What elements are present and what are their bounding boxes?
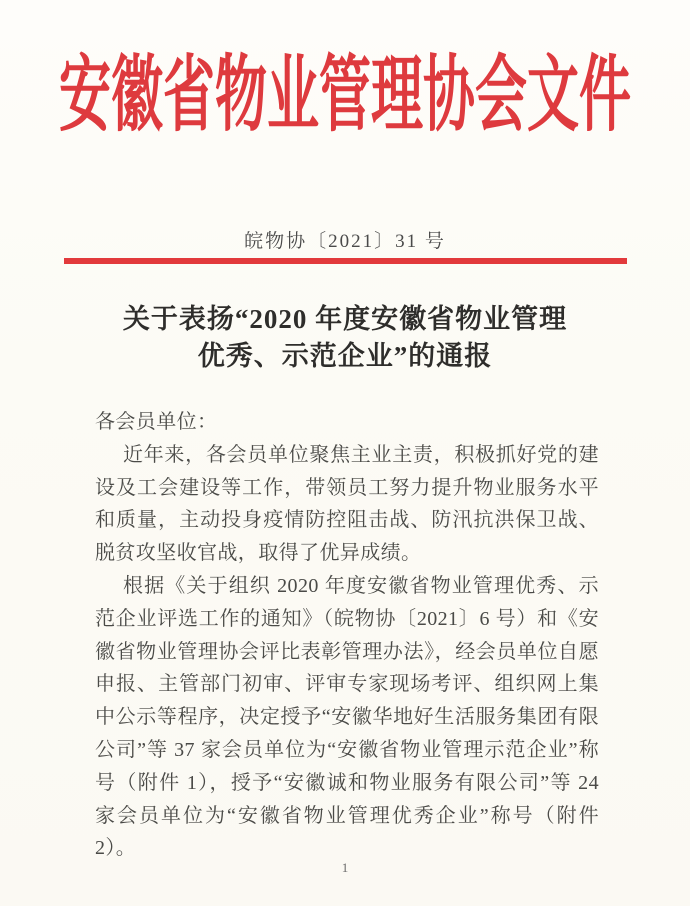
red-separator-rule [64, 258, 627, 264]
org-header-title: 安徽省物业管理协会文件 [58, 51, 631, 143]
body-paragraph-1: 近年来，各会员单位聚焦主业主责，积极抓好党的建设及工会建设等工作，带领员工努力提升物业服务水平和质量，主动投身疫情防控阻击战、防汛抗洪保卫战、脱贫攻坚收官战，取得了优异成绩。 [95, 443, 599, 565]
document-number: 皖物协〔2021〕31 号 [244, 231, 446, 252]
page-number: 1 [341, 860, 349, 875]
body-paragraph-2: 根据《关于组织 2020 年度安徽省物业管理优秀、示范企业评选工作的通知》（皖物协〔2021〕6 号）和《安徽省物业管理协会评比表彰管理办法》，经会员单位自愿申报、主管部门初审、评审专家现场考评、组织网上集中公示等程序，决定授予“安徽华地好生活服务集团有限公司”等 37 家会员单位为“安徽省物业管理示范企业”称号（附件 1），授予“安徽诚和物业服务有限公司”等 24 家会员单位为“安徽省物业管理优秀企业”称号（附件 2）。 [95, 574, 599, 860]
salutation: 各会员单位： [95, 411, 218, 433]
document-body [95, 406, 599, 865]
document-title-line2: 优秀、示范企业”的通报 [197, 341, 493, 371]
document-title-line1: 关于表扬“2020 年度安徽省物业管理 [122, 304, 568, 334]
document-title [0, 301, 690, 375]
